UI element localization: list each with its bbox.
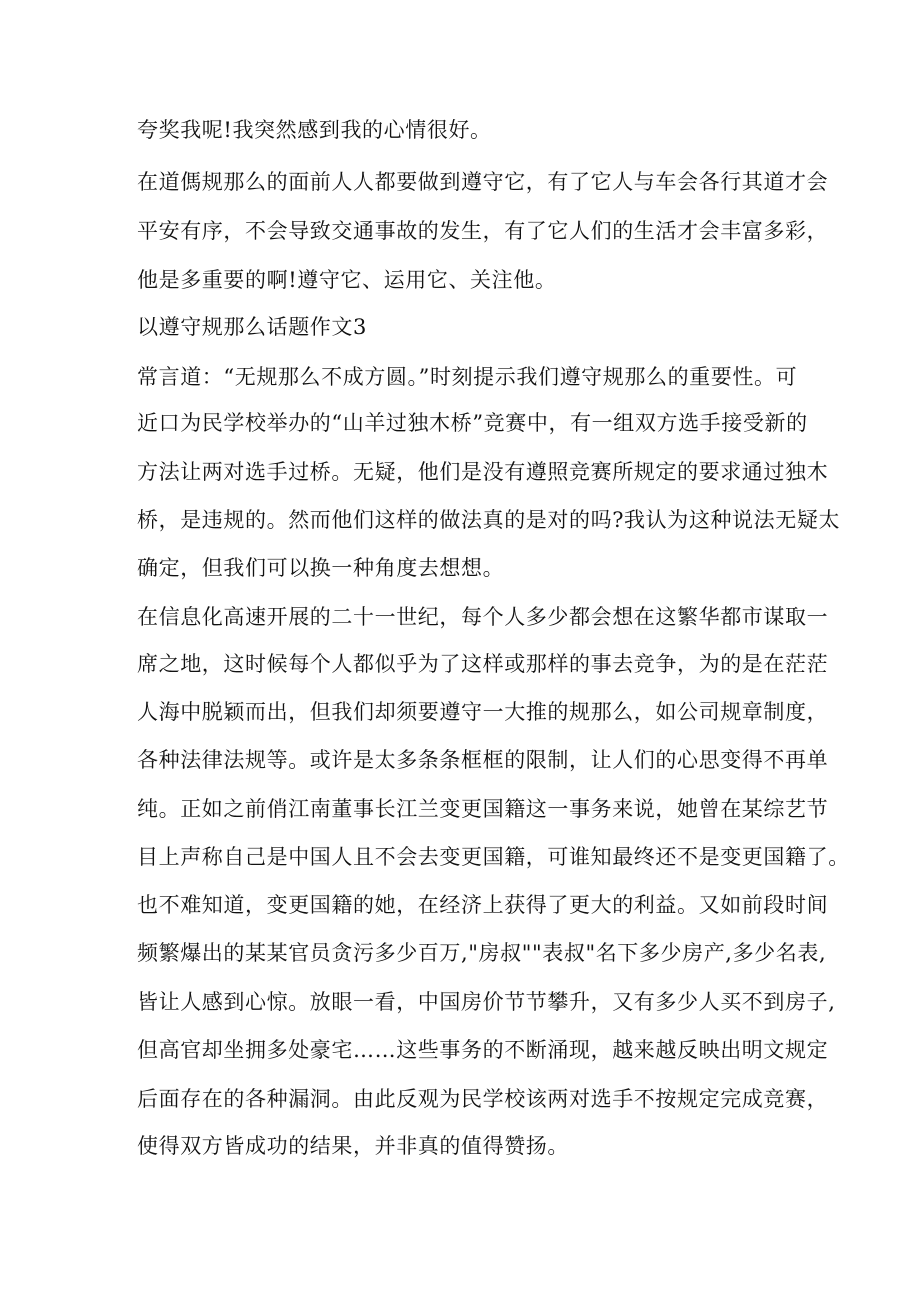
text-line: 各种法律法规等。或许是太多条条框框的限制，让人们的心思变得不再单 bbox=[137, 748, 829, 772]
text-line: 他是多重要的啊!遵守它、运用它、关注他。 bbox=[137, 268, 557, 292]
section-heading: 以遵守规那么话题作文3 bbox=[137, 315, 367, 339]
text-line: 也不难知道，变更国籍的她，在经济上获得了更大的利益。又如前段时间 bbox=[137, 893, 829, 917]
text-line: 平安有序，不会导致交通事故的发生，有了它人们的生活才会丰富多彩， bbox=[137, 219, 829, 243]
text-line: 纯。正如之前俏江南董事长江兰变更国籍这一事务来说，她曾在某综艺节 bbox=[137, 797, 829, 821]
text-line: 在信息化高速开展的二十一世纪，每个人多少都会想在这繁华都市谋取一 bbox=[137, 605, 829, 629]
text-line: 方法让两对选手过桥。无疑，他们是没有遵照竞赛所规定的要求通过独木 bbox=[137, 460, 829, 484]
text-line: 使得双方皆成功的结果，并非真的值得赞扬。 bbox=[137, 1134, 569, 1158]
text-line: 夸奖我呢!我突然感到我的心情很好。 bbox=[137, 118, 492, 142]
text-line: 确定，但我们可以换一种角度去想想。 bbox=[137, 556, 505, 580]
text-line: 席之地，这时候每个人都似乎为了这样或那样的事去竞争，为的是在茫茫 bbox=[137, 652, 829, 676]
text-line: 但高官却坐拥多处豪宅……这些事务的不断涌现，越来越反映出明文规定 bbox=[137, 1038, 829, 1062]
text-line: 目上声称自己是中国人且不会去变更国籍，可谁知最终还不是变更国籍了。 bbox=[137, 845, 850, 869]
text-line: 常言道：“无规那么不成方圆。”时刻提示我们遵守规那么的重要性。可 bbox=[137, 365, 798, 389]
text-line: 人海中脱颖而出，但我们却须要遵守一大推的规那么，如公司规章制度， bbox=[137, 700, 829, 724]
text-line: 近口为民学校举办的“山羊过独木桥”竞赛中，有一组双方选手接受新的 bbox=[137, 411, 808, 435]
text-line: 桥，是违规的。然而他们这样的做法真的是对的吗?我认为这种说法无疑太 bbox=[137, 508, 841, 532]
text-line: 后面存在的各种漏洞。由此反观为民学校该两对选手不按规定完成竞赛， bbox=[137, 1087, 829, 1111]
text-line: 皆让人感到心惊。放眼一看，中国房价节节攀升，又有多少人买不到房子, bbox=[137, 990, 836, 1014]
text-line: 在道傌规那么的面前人人都要做到遵守它，有了它人与车会各行其道才会 bbox=[137, 170, 829, 194]
text-line: 频繁爆出的某某官员贪污多少百万,"房叔""表叔"名下多少房产,多少名表, bbox=[137, 941, 827, 965]
